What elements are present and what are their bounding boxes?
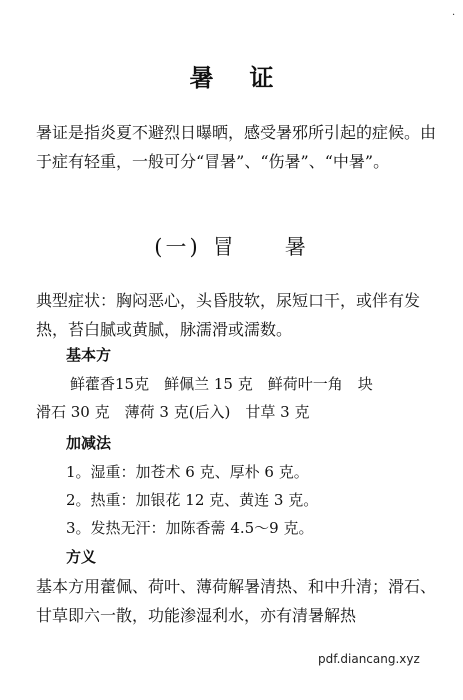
page-mark: · xyxy=(452,10,456,21)
section-title-part2: 暑 xyxy=(284,235,309,259)
section-number: (一) xyxy=(154,235,201,259)
watermark-text: pdf.diancang.xyz xyxy=(318,652,420,666)
formula-line-1: 鲜藿香15克 鲜佩兰 15 克 鲜荷叶一角 块 xyxy=(70,375,373,393)
modifications-heading: 加减法 xyxy=(66,434,112,452)
modification-item-3: 3。发热无汗：加陈香薷 4.5～9 克。 xyxy=(66,519,314,537)
explanation-heading: 方义 xyxy=(66,548,97,566)
explanation-paragraph: 基本方用藿佩、荷叶、薄荷解暑清热、和中升清；滑石、甘草即六一散，功能渗湿利水，亦有清暑解热 xyxy=(36,577,437,625)
basic-formula-heading: 基本方 xyxy=(66,346,112,364)
section-heading xyxy=(0,231,463,261)
section-title-part1: 冒 xyxy=(212,235,237,259)
modification-item-2: 2。热重：加银花 12 克、黄连 3 克。 xyxy=(66,491,319,509)
modification-item-1: 1。湿重：加苍术 6 克、厚朴 6 克。 xyxy=(66,463,309,481)
chapter-title: 暑证 xyxy=(189,64,310,92)
formula-line-2: 滑石 30 克 薄荷 3 克(后入) 甘草 3 克 xyxy=(36,403,310,421)
intro-paragraph: 暑证是指炎夏不避烈日曝晒，感受暑邪所引起的症候。由于症有轻重，一般可分“冒暑”、“伤暑”、“中暑”。 xyxy=(36,123,437,171)
symptoms-paragraph: 典型症状：胸闷恶心，头昏肢软，尿短口干，或伴有发热，苔白腻或黄腻，脉濡滑或濡数。 xyxy=(36,291,421,339)
